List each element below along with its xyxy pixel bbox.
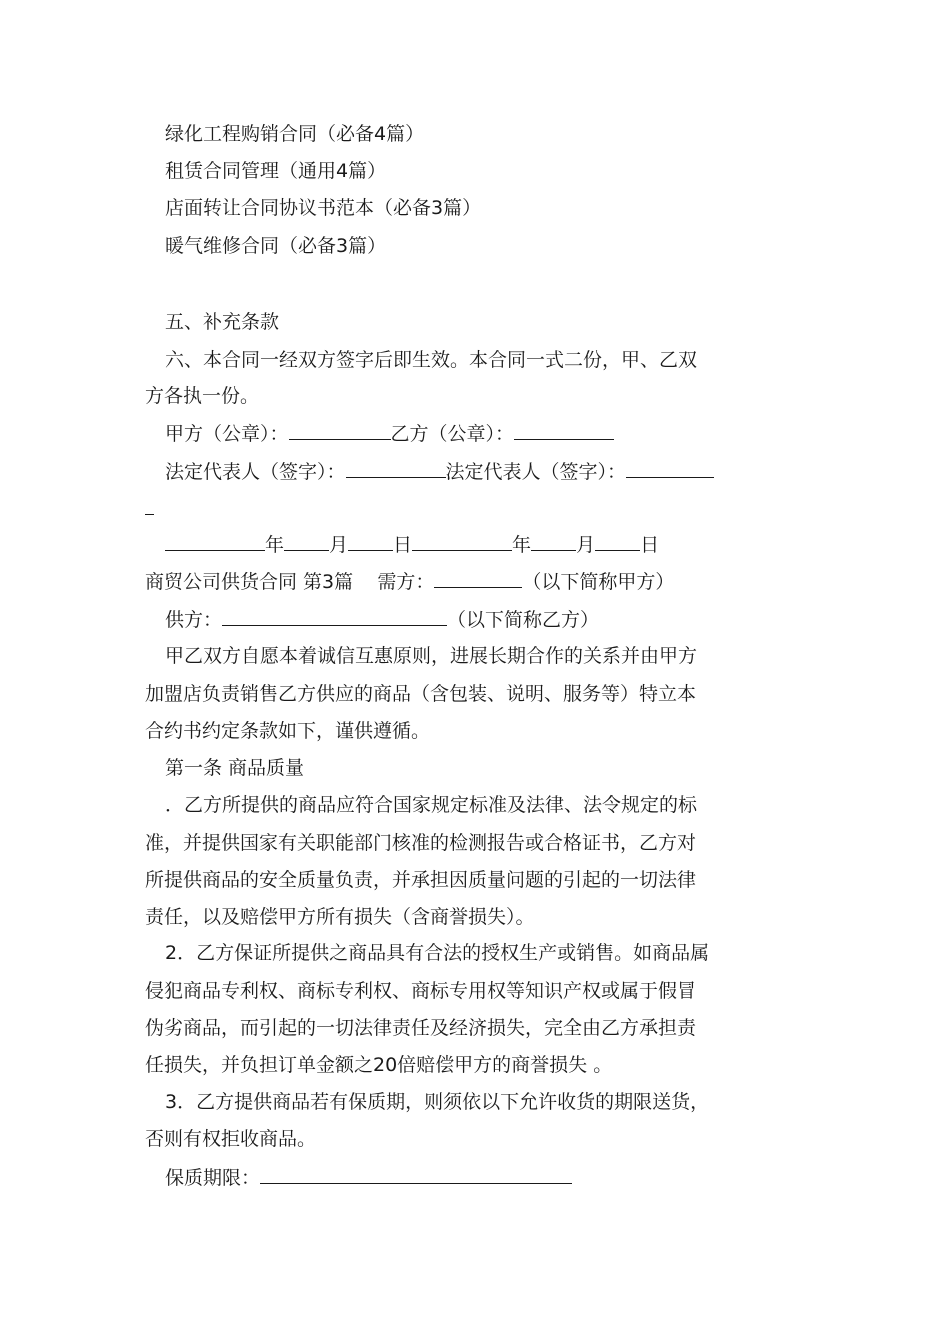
supplier-label: 供方： [165,609,223,631]
doc3-title-line [145,567,674,595]
related-contract-3: 店面转让合同协议书范本（必备3篇） [165,197,482,219]
intro-line-2: 加盟店负责销售乙方供应的商品（含包装、说明、服务等）特立本 [145,683,697,705]
supplier-line [165,605,599,633]
party-b-rep-label: 法定代表人（签字）： [445,461,627,483]
year-a-blank [165,530,265,551]
intro-line-1: 甲乙双方自愿本着诚信互惠原则，进展长期合作的关系并由甲方 [165,645,698,667]
year-b-label: 年 [512,534,532,556]
party-b-rep-blank-tail [145,494,154,515]
month-a-blank [284,530,329,551]
item-3-line-1: 3．乙方提供商品若有保质期，则须依以下允许收货的期限送货， [165,1091,710,1113]
month-b-blank [531,530,576,551]
year-b-blank [412,530,512,551]
item-1-line-1: ．乙方所提供的商品应符合国家规定标准及法律、法令规定的标 [165,794,698,816]
buyer-suffix: （以下简称甲方） [522,571,675,593]
party-b-seal-label: 乙方（公章）： [390,423,515,445]
item-1-line-4: 责任，以及赔偿甲方所有损失（含商誉损失）。 [145,906,535,928]
item-2-line-3: 伪劣商品，而引起的一切法律责任及经济损失，完全由乙方承担责 [145,1017,697,1039]
representative-line [165,457,714,485]
month-a-label: 月 [329,534,349,556]
item-3-line-2: 否则有权拒收商品。 [145,1128,317,1150]
buyer-blank [434,567,522,588]
representative-overflow [145,494,154,522]
seal-line [165,419,614,447]
party-a-seal-label: 甲方（公章）： [165,423,289,445]
party-a-rep-blank [346,457,446,478]
section-5-heading: 五、补充条款 [165,311,280,333]
item-2-line-2: 侵犯商品专利权、商标专利权、商标专用权等知识产权或属于假冒 [145,980,697,1002]
item-2-line-4: 任损失，并负担订单金额之20倍赔偿甲方的商誉损失 。 [145,1054,613,1076]
day-a-label: 日 [393,534,413,556]
related-contract-1: 绿化工程购销合同（必备4篇） [165,123,425,145]
day-b-label: 日 [640,534,660,556]
day-b-blank [595,530,640,551]
related-contract-2: 租赁合同管理（通用4篇） [165,160,387,182]
buyer-label: 需方： [377,571,435,593]
shelf-life-blank [260,1163,572,1184]
party-b-seal-blank [514,419,614,440]
party-b-rep-blank [626,457,714,478]
year-a-label: 年 [265,534,285,556]
related-contract-4: 暖气维修合同（必备3篇） [165,235,387,257]
item-2-line-1: 2．乙方保证所提供之商品具有合法的授权生产或销售。如商品属 [165,942,710,964]
intro-line-3: 合约书约定条款如下，谨供遵循。 [145,720,431,742]
article-1-heading: 第一条 商品质量 [165,757,305,779]
day-a-blank [348,530,393,551]
shelf-life-line [165,1163,572,1191]
shelf-life-label: 保质期限： [165,1167,261,1189]
date-line [165,530,659,558]
section-6-line-1: 六、本合同一经双方签字后即生效。本合同一式二份，甲、乙双 [165,349,698,371]
section-6-line-2: 方各执一份。 [145,385,260,407]
item-1-line-3: 所提供商品的安全质量负责，并承担因质量问题的引起的一切法律 [145,869,697,891]
item-1-line-2: 准，并提供国家有关职能部门核准的检测报告或合格证书，乙方对 [145,832,697,854]
doc3-title: 商贸公司供货合同 第3篇 [145,571,354,593]
month-b-label: 月 [576,534,596,556]
supplier-blank [222,605,447,626]
party-a-seal-blank [289,419,391,440]
supplier-suffix: （以下简称乙方） [447,609,600,631]
party-a-rep-label: 法定代表人（签字）： [165,461,346,483]
